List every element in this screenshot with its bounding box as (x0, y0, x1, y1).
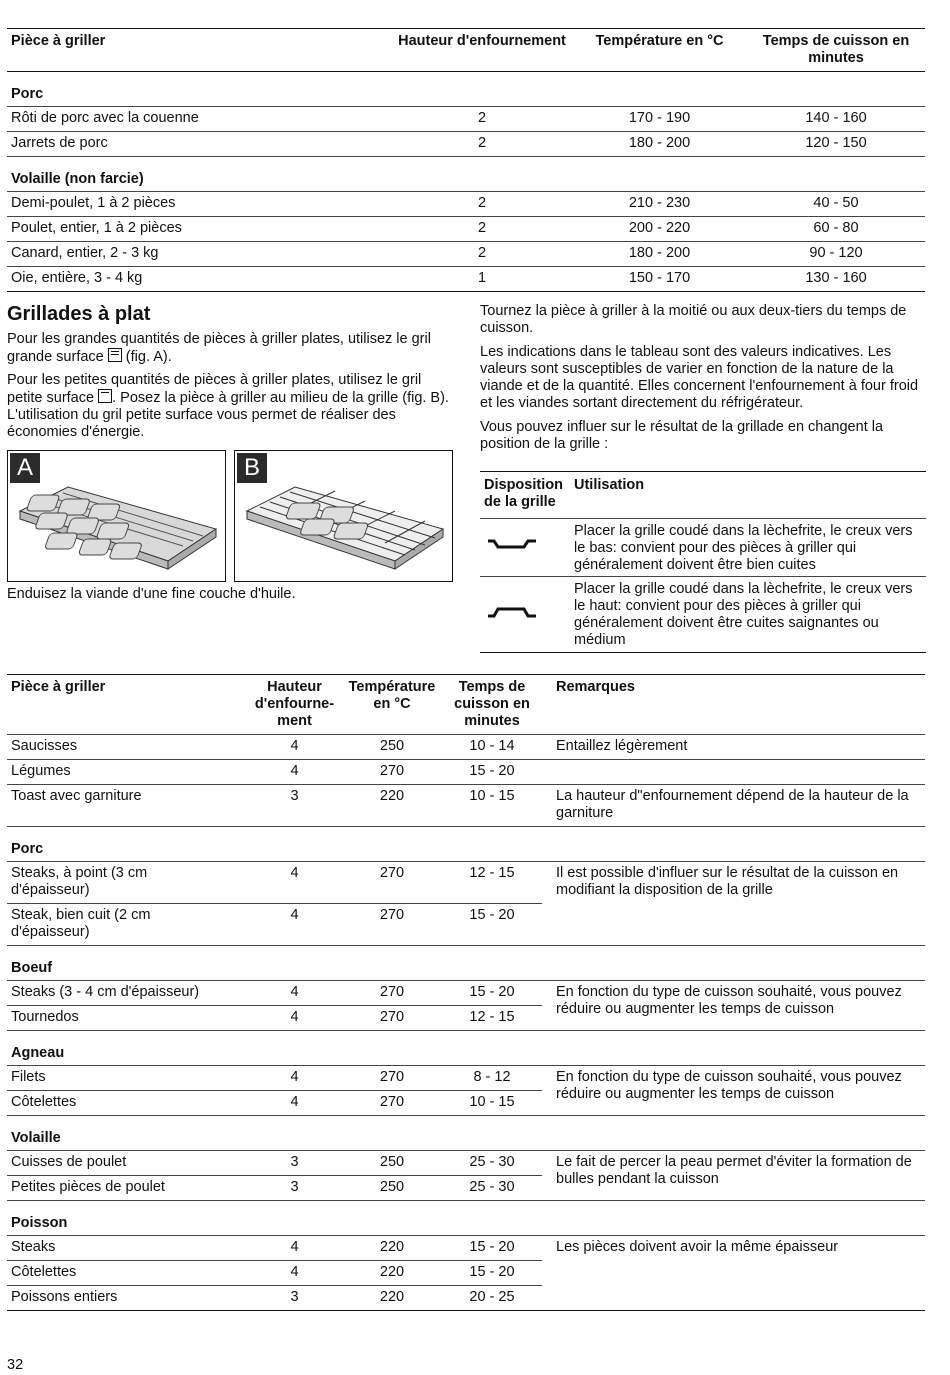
table-cell: 220 (342, 1261, 442, 1286)
table-cell: 10 - 15 (469, 1094, 515, 1110)
paragraph: Tournez la pièce à griller à la moitié ou aux deux-tiers du temps de cuisson. (480, 303, 907, 336)
col-header: Hauteur d'enfournement (398, 33, 566, 49)
intro-text (7, 331, 452, 441)
page-number: 32 (7, 1357, 24, 1373)
table-cell: 220 (342, 1286, 442, 1311)
remark-cell: En fonction du type de cuisson souhaité, vous pouvez réduire ou augmenter les temps de cuisson (556, 984, 902, 1017)
table-cell: Jarrets de porc (11, 135, 108, 151)
table-cell: Steak, bien cuit (2 cm d'épaisseur) (11, 907, 151, 940)
table-cell: 250 (379, 738, 405, 754)
table-cell (542, 760, 925, 785)
table-cell: 3 (247, 1151, 342, 1176)
table-cell: 120 - 150 (805, 135, 867, 151)
table-row (7, 217, 925, 242)
table-row (7, 981, 925, 1006)
table-cell: 180 - 200 (628, 245, 691, 261)
table-cell: Poulet, entier, 1 à 2 pièces (11, 220, 182, 236)
flat-grill-table (7, 674, 925, 1311)
remark-cell: Le fait de percer la peau permet d'éviter la formation de bulles pendant la cuisson (556, 1154, 912, 1187)
table-cell: 1 (477, 270, 487, 286)
table-cell: 4 (247, 1066, 342, 1091)
group-label: Porc (11, 86, 44, 102)
rack-usage-text: Placer la grille coudé dans la lèchefrite, le creux vers le bas: convient pour des pièces à griller qui généralement doivent être bien cuites (574, 523, 913, 573)
remark-cell: Les pièces doivent avoir la même épaisseur (542, 1236, 925, 1311)
table-cell: 210 - 230 (628, 195, 691, 211)
table-cell: Côtelettes (7, 1261, 247, 1286)
table-row (7, 862, 925, 904)
table-cell: 40 - 50 (813, 195, 859, 211)
table-cell: 2 (477, 245, 487, 261)
group-label: Volaille (non farcie) (11, 171, 144, 187)
table-cell: 4 (290, 907, 299, 923)
table-row (7, 107, 925, 132)
grill-tray-large-illustration (8, 451, 225, 581)
group-label: Poisson (11, 1215, 68, 1231)
table-cell: 12 - 15 (469, 1009, 515, 1025)
table-cell: 270 (379, 1094, 405, 1110)
table-row (7, 760, 925, 785)
rack-position-table (480, 471, 926, 653)
table-cell: 4 (290, 1094, 299, 1110)
table-cell: Steaks (7, 1236, 247, 1261)
remark-cell: En fonction du type de cuisson souhaité, vous pouvez réduire ou augmenter les temps de cuisson (556, 1069, 902, 1102)
table-cell: 25 - 30 (442, 1151, 542, 1176)
col-header: Pièce à griller (11, 33, 106, 49)
table-cell: Demi-poulet, 1 à 2 pièces (11, 195, 176, 211)
table-row (7, 242, 925, 267)
col-header: Température en °C (348, 679, 436, 712)
rack-usage-text: Placer la grille coudé dans la lèchefrite, le creux vers le haut: convient pour des pièces à griller qui généralement doivent être cuites saignantes ou médium (574, 581, 913, 648)
col-header: Température en °C (595, 33, 724, 49)
table-cell: 270 (342, 981, 442, 1006)
figure-label: A (10, 453, 40, 483)
table-cell: 15 - 20 (442, 1236, 542, 1261)
table-cell: 2 (477, 135, 487, 151)
table-cell: 270 (342, 862, 442, 904)
table-cell: 2 (477, 220, 487, 236)
paragraph: Pour les grandes quantités de pièces à griller plates, utilisez le gril grande surface (fig. A). (7, 331, 431, 365)
col-header: Disposition de la grille (484, 477, 563, 510)
table-cell: Filets (7, 1066, 247, 1091)
table-row (7, 785, 925, 827)
col-header: Temps de cuisson en minutes (454, 679, 530, 729)
table-cell: 15 - 20 (442, 1261, 542, 1286)
table-cell: 8 - 12 (442, 1066, 542, 1091)
figure-label: B (237, 453, 267, 483)
figure-b (234, 450, 453, 582)
table-cell: 4 (247, 862, 342, 904)
table-cell: 250 (342, 1151, 442, 1176)
table-cell: 15 - 20 (469, 907, 515, 923)
table-row (7, 1151, 925, 1176)
table-row (7, 1066, 925, 1091)
table-cell: 90 - 120 (809, 245, 863, 261)
group-label: Boeuf (11, 960, 53, 976)
table-cell: 10 - 15 (469, 788, 515, 804)
table-cell: Oie, entière, 3 - 4 kg (11, 270, 143, 286)
table-cell: 15 - 20 (469, 763, 515, 779)
table-cell: 3 (290, 788, 299, 804)
table-cell: 4 (247, 981, 342, 1006)
col-header: Remarques (556, 679, 635, 695)
table-cell: 2 (477, 195, 487, 211)
table-cell: Rôti de porc avec la couenne (11, 110, 199, 126)
right-text (480, 303, 925, 453)
table-cell: 60 - 80 (813, 220, 859, 236)
table-row (7, 132, 925, 157)
group-row (7, 157, 925, 192)
rack-icon-cell (480, 577, 570, 653)
table-cell: 4 (247, 1236, 342, 1261)
table-cell: 2 (477, 110, 487, 126)
table-cell: Cuisses de poulet (7, 1151, 247, 1176)
table-cell: Saucisses (11, 738, 78, 754)
table-cell: Toast avec garniture (11, 788, 142, 804)
table-cell: 130 - 160 (805, 270, 867, 286)
table-cell: Entaillez légèrement (556, 738, 688, 754)
group-row (7, 72, 925, 107)
table-cell: 270 (342, 1066, 442, 1091)
group-row (7, 827, 925, 862)
table-cell: 200 - 220 (628, 220, 691, 236)
col-header: Pièce à griller (11, 679, 106, 695)
group-row (7, 1031, 925, 1066)
table-cell: Tournedos (11, 1009, 79, 1025)
table-row (7, 267, 925, 292)
remark-cell: Il est possible d'influer sur le résultat de la cuisson en modifiant la disposition de la grille (556, 865, 899, 898)
group-row (7, 946, 925, 981)
table-cell: Légumes (11, 763, 71, 779)
roast-table (7, 28, 925, 292)
group-row (7, 1201, 925, 1236)
col-header: Temps de cuisson en minutes (762, 33, 910, 66)
table-cell: La hauteur d"enfournement dépend de la hauteur de la garniture (556, 788, 909, 821)
table-cell: 20 - 25 (442, 1286, 542, 1311)
table-cell: 220 (342, 1236, 442, 1261)
group-label: Agneau (11, 1045, 65, 1061)
table-cell: 180 - 200 (628, 135, 691, 151)
col-header: Utilisation (574, 477, 645, 493)
table-cell: 4 (290, 738, 299, 754)
col-header: Hauteur d'enfourne-ment (254, 679, 335, 729)
table-cell: Steaks (3 - 4 cm d'épaisseur) (7, 981, 247, 1006)
table-cell: Poissons entiers (7, 1286, 247, 1311)
paragraph: Pour les petites quantités de pièces à griller plates, utilisez le gril petite surface . Posez la pièce à griller au milieu de la grille (fig. B). L'utilisation du gril petite surface vous permet de réaliser des économies d'énergie. (7, 372, 449, 440)
table-cell: 4 (290, 1009, 299, 1025)
group-row (7, 1116, 925, 1151)
grill-rack-down-icon (484, 537, 540, 553)
table-cell: 3 (290, 1179, 299, 1195)
table-cell: 25 - 30 (469, 1179, 515, 1195)
paragraph: Les indications dans le tableau sont des valeurs indicatives. Les valeurs sont susceptibles de varier en fonction de la nature de la viande et de la quantité. Elles concernent l'enfournement à four froid et les viandes sortant directement du réfrigérateur. (480, 344, 919, 411)
table-cell: 12 - 15 (442, 862, 542, 904)
table-cell: 140 - 160 (805, 110, 867, 126)
grill-rack-up-icon (484, 604, 540, 620)
table-cell: 4 (247, 1261, 342, 1286)
table-row (7, 735, 925, 760)
grill-tray-small-illustration (235, 451, 452, 581)
table-cell: Steaks, à point (3 cm d'épaisseur) (7, 862, 247, 904)
table-cell: 270 (379, 763, 405, 779)
table-cell: 4 (290, 763, 299, 779)
table-cell: 15 - 20 (442, 981, 542, 1006)
table-cell: 270 (379, 907, 405, 923)
small-grill-icon (98, 389, 112, 403)
paragraph: Vous pouvez influer sur le résultat de la grillade en changent la position de la grille : (480, 419, 884, 452)
table-cell: 170 - 190 (628, 110, 691, 126)
rack-icon-cell (480, 519, 570, 577)
table-cell: Petites pièces de poulet (11, 1179, 165, 1195)
figure-a (7, 450, 226, 582)
table-cell: 3 (247, 1286, 342, 1311)
table-row (7, 192, 925, 217)
figure-caption: Enduisez la viande d'une fine couche d'huile. (7, 586, 296, 602)
large-grill-icon (108, 348, 122, 362)
table-cell: 250 (379, 1179, 405, 1195)
group-label: Porc (11, 841, 44, 857)
section-title: Grillades à plat (7, 303, 151, 325)
table-cell: 10 - 14 (469, 738, 515, 754)
table-cell: 150 - 170 (628, 270, 691, 286)
table-cell: 270 (379, 1009, 405, 1025)
table-row (7, 1236, 925, 1261)
group-label: Volaille (11, 1130, 61, 1146)
table-cell: Canard, entier, 2 - 3 kg (11, 245, 159, 261)
table-cell: Côtelettes (11, 1094, 77, 1110)
table-cell: 220 (379, 788, 405, 804)
